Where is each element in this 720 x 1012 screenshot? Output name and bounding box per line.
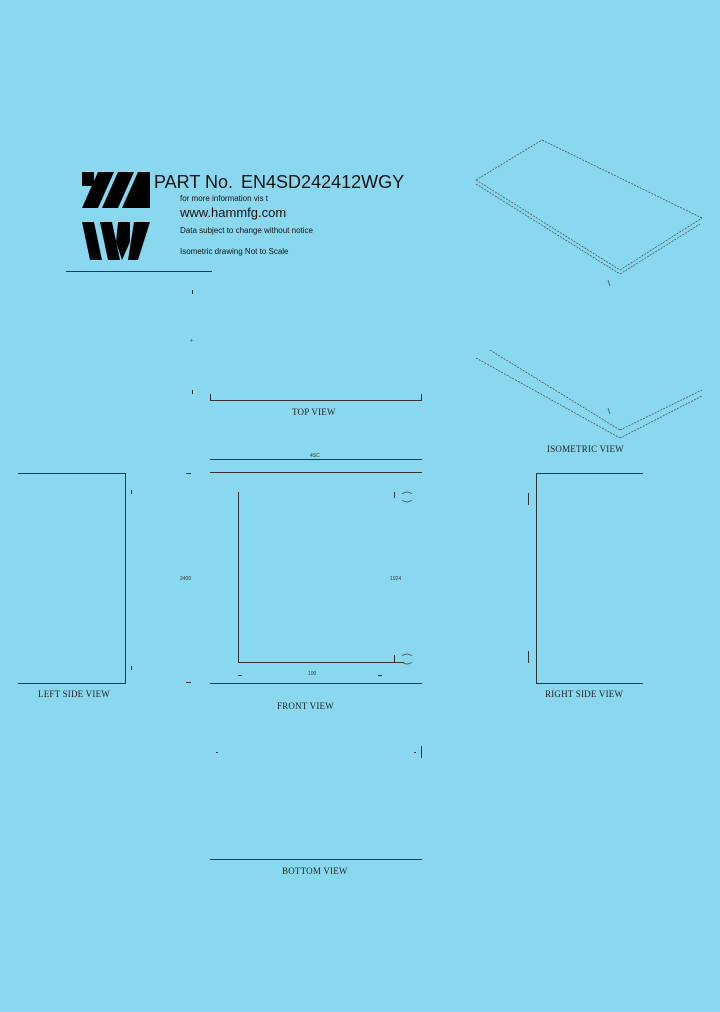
isometric-drawing (470, 130, 710, 450)
top-view-dim-mark: + (190, 338, 193, 344)
front-inner-width-text: 100 (308, 671, 317, 677)
front-width-dim-text: 4SC (310, 453, 320, 459)
website-link[interactable]: www.hammfg.com (180, 205, 287, 220)
front-inner-bottom (238, 662, 404, 663)
bottom-view-tick (414, 752, 416, 753)
top-view-edge (210, 400, 422, 401)
top-view-edge (421, 394, 422, 401)
front-view-tick (186, 682, 191, 683)
left-view-top-edge (18, 473, 126, 474)
left-view-bottom-edge (18, 683, 126, 684)
hammond-logo-icon (80, 172, 152, 262)
front-view-tick (186, 473, 191, 474)
front-inner-height-text: 1024 (390, 576, 402, 582)
front-width-dim-line (210, 459, 422, 460)
top-view-label: TOP VIEW (292, 407, 336, 417)
right-view-top-edge (536, 473, 643, 474)
scale-note: Isometric drawing Not to Scale (180, 247, 289, 256)
part-number: EN4SD242412WGY (241, 172, 405, 192)
bottom-view-edge (210, 859, 422, 860)
front-hole-detail-icon (400, 652, 414, 666)
left-view-tick (131, 666, 132, 670)
bottom-view-label: BOTTOM VIEW (282, 866, 348, 876)
right-view-left-edge (536, 473, 537, 684)
front-view-label: FRONT VIEW (277, 701, 334, 711)
front-height-dim-text: 2400 (180, 576, 192, 582)
bottom-view-tick (216, 752, 218, 753)
right-view-bottom-edge (536, 683, 643, 684)
isometric-view-label: ISOMETRIC VIEW (547, 444, 624, 454)
front-inner-marker (394, 492, 395, 498)
left-view-right-edge (125, 473, 126, 684)
info-text: for more information vis t (180, 194, 269, 203)
notice-text: Data subject to change without notice (180, 226, 313, 235)
top-view-dim-tick (192, 390, 193, 394)
front-inner-width-tick (238, 675, 242, 676)
front-hole-detail-icon (400, 490, 414, 504)
company-logo (80, 172, 152, 262)
right-view-tick (528, 651, 529, 663)
front-inner-width-tick (378, 675, 382, 676)
part-label: PART No. (154, 172, 234, 192)
top-view-edge (210, 394, 211, 401)
front-top-edge (210, 472, 422, 473)
left-side-view-label: LEFT SIDE VIEW (38, 689, 110, 699)
front-view-bottom-edge (210, 683, 422, 684)
front-inner-left (238, 492, 239, 663)
right-side-view-label: RIGHT SIDE VIEW (545, 689, 624, 699)
top-view-dim-tick (192, 290, 193, 294)
right-view-tick (528, 493, 529, 505)
left-view-tick (131, 490, 132, 494)
bottom-view-tick (421, 746, 422, 758)
part-number-line (154, 172, 404, 193)
header-divider (66, 271, 212, 272)
front-inner-marker (394, 655, 395, 662)
